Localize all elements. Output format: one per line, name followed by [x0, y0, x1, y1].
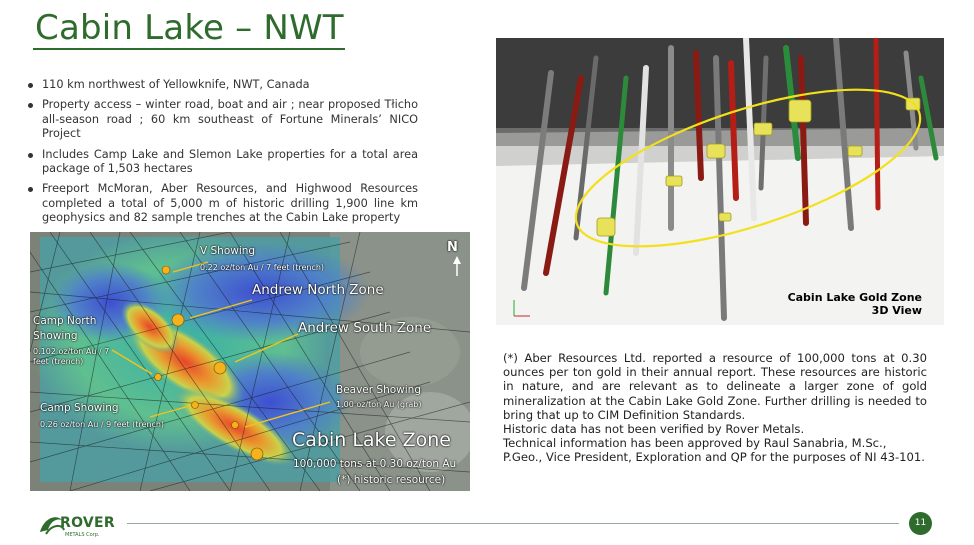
north-arrow-label: N: [447, 240, 458, 255]
cabin-lake-zone-label: Cabin Lake Zone: [292, 429, 451, 451]
beaver-showing-detail: 1.00 oz/ton Au (grab): [336, 400, 422, 409]
resource-note-paragraph: (*) Aber Resources Ltd. reported a resource of 100,000 tons at 0.30 ounces per ton gold in their annual report. These resources are historic in nature, and are relevant as to delineate a larger zone of gold mineralization at the Cabin Lake Gold Zone. Further drilling is needed to bring that up to CIM Definition Standards.: [503, 351, 927, 422]
drill-3d-view: [496, 38, 944, 325]
qp-approval-note: Technical information has been approved by Raul Sanabria, M.Sc., P.Geo., Vice President, Exploration and QP for the purposes of NI 43-101.: [503, 436, 925, 465]
andrew-south-label: Andrew South Zone: [298, 320, 432, 336]
verification-note: Historic data has not been verified by Rover Metals.: [503, 422, 805, 437]
property-bullets: [24, 78, 418, 232]
title-underline: [33, 48, 345, 50]
logo-text: ROVER: [60, 515, 115, 531]
beaver-showing-label: Beaver Showing: [336, 384, 421, 396]
page-number-badge: 11: [909, 512, 932, 535]
historic-resource-note: (*) historic resource): [337, 474, 446, 486]
drill-view-caption: [788, 291, 922, 317]
camp-showing-label: Camp Showing: [40, 402, 119, 414]
andrew-north-label: Andrew North Zone: [252, 282, 384, 298]
camp-north-detail-2: feet (trench): [33, 357, 84, 366]
v-showing-label: V Showing: [200, 245, 256, 257]
caption-line-2: 3D View: [871, 304, 922, 317]
camp-north-label-2: Showing: [33, 330, 78, 342]
logo-subtext: METALS Corp.: [65, 532, 100, 538]
bullet-history: Freeport McMoran, Aber Resources, and Highwood Resources completed a total of 5,000 m of historic drilling 1,900 line km geophysics and 82 sample trenches at the Cabin Lake property: [24, 182, 418, 225]
bullet-location: 110 km northwest of Yellowknife, NWT, Canada: [24, 78, 418, 92]
v-showing-detail: 0.22 oz/ton Au / 7 feet (trench): [200, 263, 325, 272]
drill-3d-graphic: [496, 38, 944, 325]
camp-north-detail-1: 0.102 oz/ton Au / 7: [33, 347, 110, 356]
bullet-area: Includes Camp Lake and Slemon Lake properties for a total area package of 1,503 hectares: [24, 148, 418, 177]
camp-north-label-1: Camp North: [33, 315, 97, 327]
caption-line-1: Cabin Lake Gold Zone: [787, 291, 922, 304]
camp-showing-detail: 0.26 oz/ton Au / 9 feet (trench): [40, 420, 165, 429]
resource-note: [503, 351, 927, 465]
footer-divider: [127, 523, 899, 524]
page-title: Cabin Lake – NWT: [35, 8, 344, 48]
geophysics-map: [30, 232, 470, 491]
bullet-access: Property access – winter road, boat and air ; near proposed Tłicho all-season road ; 60 km southeast of Fortune Minerals’ NICO Project: [24, 98, 418, 141]
cabin-lake-zone-detail: 100,000 tons at 0.30 oz/ton Au: [293, 458, 457, 470]
